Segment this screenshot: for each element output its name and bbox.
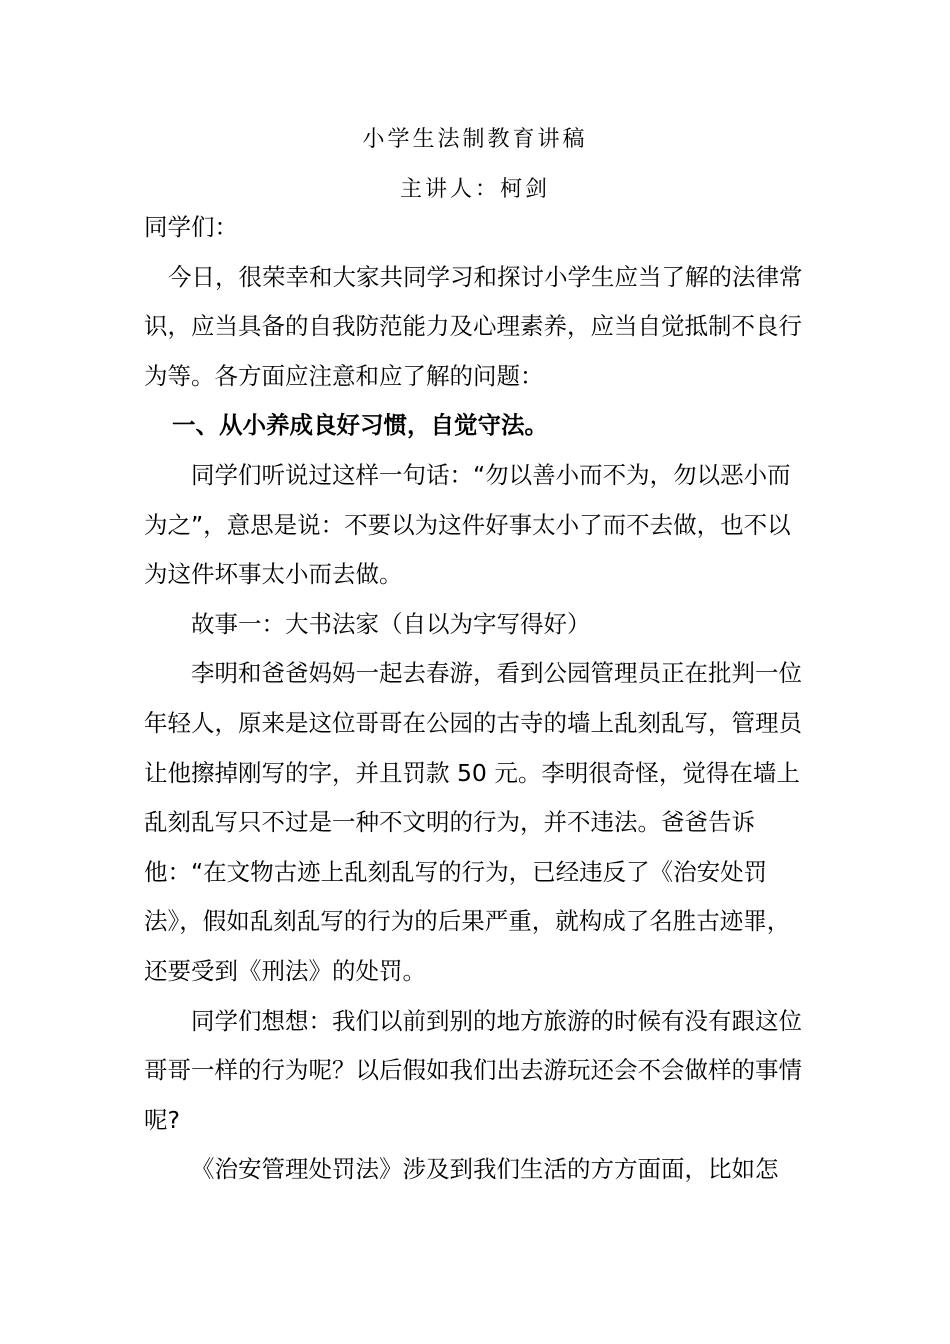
think-paragraph: 同学们想想：我们以前到别的地方旅游的时候有没有跟这位哥哥一样的行为呢？以后假如我们出去游玩还会不会做样的事情呢? xyxy=(144,1006,802,1134)
document-title: 小学生法制教育讲稿 xyxy=(362,127,588,152)
story-paragraph: 李明和爸爸妈妈一起去春游，看到公园管理员正在批判一位年轻人，原来是这位哥哥在公园的古寺的墙上乱刻乱写，管理员让他擦掉刚写的字，并且罚款 50 元。李明很奇怪，觉得在墙上乱刻乱写只不过是一种不文明的行为，并不违法。爸爸告诉他：“在文物古迹上乱刻乱写的行为，已经违反了《治安处罚法》，假如乱刻乱写的行为的后果严重，就构成了名胜古迹罪，还要受到《刑法》的处罚。 xyxy=(144,659,802,985)
greeting: 同学们： xyxy=(144,213,238,241)
speaker-line: 主讲人：柯剑 xyxy=(399,177,550,202)
quote-paragraph: 同学们听说过这样一句话：“勿以善小而不为，勿以恶小而为之”，意思是说：不要以为这件好事太小了而不去做，也不以为这件坏事太小而去做。 xyxy=(144,460,791,589)
law-paragraph: 《治安管理处罚法》涉及到我们生活的方方面面，比如怎 xyxy=(191,1155,779,1184)
document-body xyxy=(144,203,809,1195)
section-heading: 一、从小养成良好习惯，自觉守法。 xyxy=(172,411,548,440)
story-title: 故事一：大书法家（自以为字写得好） xyxy=(191,609,591,638)
intro-paragraph: 今日，很荣幸和大家共同学习和探讨小学生应当了解的法律常识，应当具备的自我防范能力及心理素养，应当自觉抵制不良行为等。各方面应注意和应了解的问题： xyxy=(144,262,803,390)
